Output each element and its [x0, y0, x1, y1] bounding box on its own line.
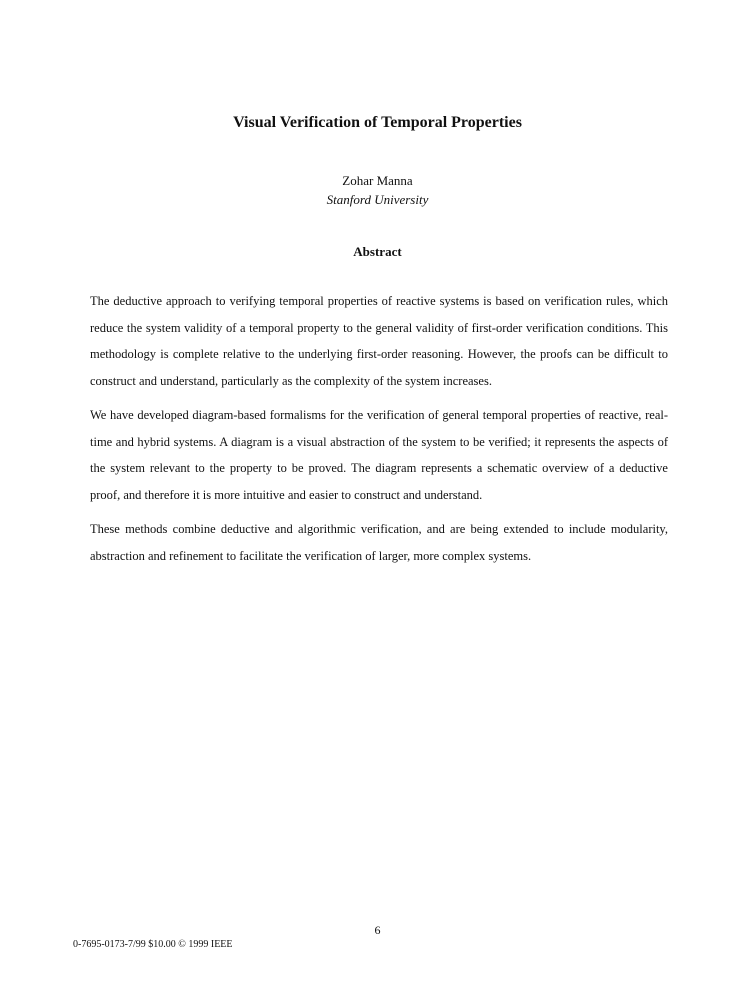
copyright-notice: 0-7695-0173-7/99 $10.00 © 1999 IEEE [73, 939, 233, 950]
abstract-paragraph-3: These methods combine deductive and algorithmic verification, and are being extended to include modularity, abstraction and refinement to facilitate the verification of larger, more complex systems. [90, 522, 668, 563]
abstract-body [90, 288, 668, 577]
page-number: 6 [374, 923, 381, 937]
abstract-heading: Abstract [353, 244, 402, 259]
author-affiliation: Stanford University [326, 192, 429, 207]
abstract-paragraph-2: We have developed diagram-based formalisms for the verification of general temporal properties of reactive, real-time and hybrid systems. A diagram is a visual abstraction of the system to be verified; it represents the aspects of the system relevant to the property to be proved. The diagram represents a schematic overview of a deductive proof, and therefore it is more intuitive and easier to construct and understand. [90, 408, 668, 502]
abstract-paragraph-1: The deductive approach to verifying temporal properties of reactive systems is based on verification rules, which reduce the system validity of a temporal property to the general validity of first-order verification conditions. This methodology is complete relative to the underlying first-order reasoning. However, the proofs can be difficult to construct and understand, particularly as the complexity of the system increases. [90, 294, 668, 388]
author-name: Zohar Manna [342, 173, 413, 188]
paper-title: Visual Verification of Temporal Properties [233, 114, 522, 131]
